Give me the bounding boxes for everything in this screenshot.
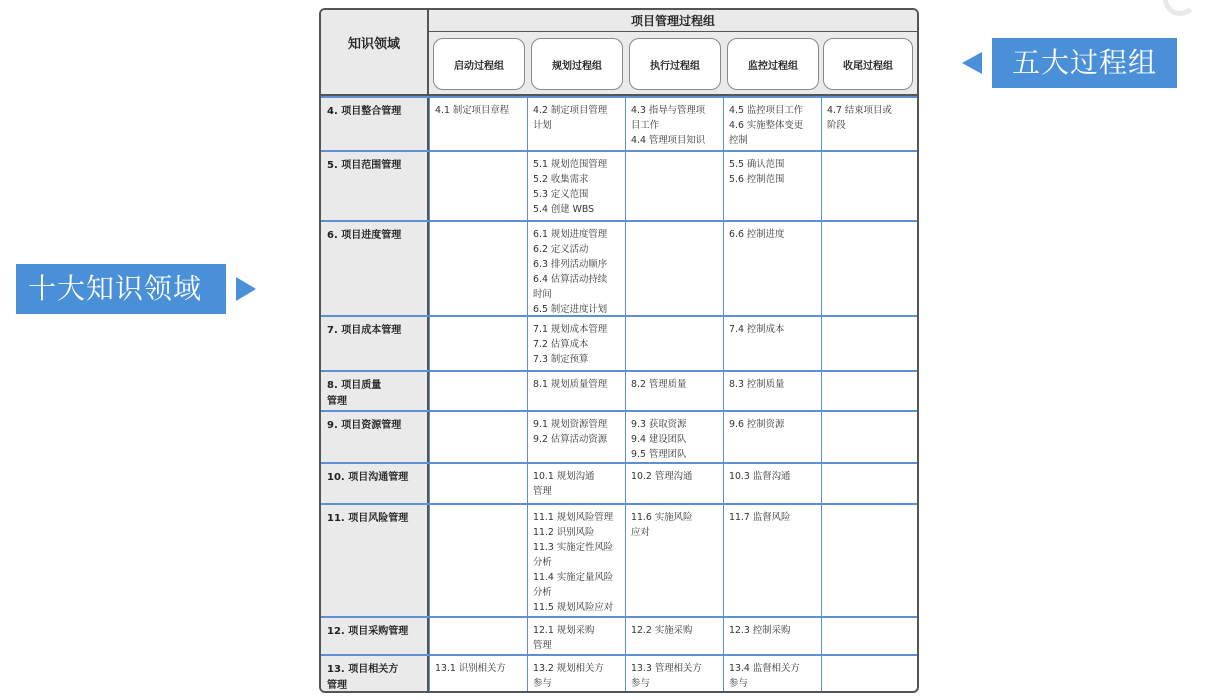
process-cell: 9.6 控制资源: [723, 412, 821, 462]
process-cell: 5.5 确认范围 5.6 控制范围: [723, 152, 821, 220]
process-cell: 10.3 监督沟通: [723, 464, 821, 503]
process-cell: 4.3 指导与管理项 目工作 4.4 管理项目知识: [625, 98, 723, 150]
knowledge-area-cell: 6. 项目进度管理: [321, 222, 429, 315]
knowledge-area-cell: 4. 项目整合管理: [321, 98, 429, 150]
knowledge-area-cell: 7. 项目成本管理: [321, 317, 429, 370]
process-cell: [429, 222, 527, 315]
process-cell: 4.5 监控项目工作 4.6 实施整体变更 控制: [723, 98, 821, 150]
process-cell: 13.3 管理相关方 参与: [625, 656, 723, 693]
knowledge-area-cell: 12. 项目采购管理: [321, 618, 429, 654]
table-row: [321, 462, 917, 503]
table-row: [321, 616, 917, 654]
arrow-left-icon: [962, 52, 982, 74]
process-group-executing: 执行过程组: [629, 38, 721, 90]
process-groups-header: 项目管理过程组: [429, 10, 917, 32]
process-cell: 10.2 管理沟通: [625, 464, 723, 503]
knowledge-area-cell: 11. 项目风险管理: [321, 505, 429, 616]
process-cell: 4.1 制定项目章程: [429, 98, 527, 150]
table-row: [321, 370, 917, 410]
process-cell: 9.3 获取资源 9.4 建设团队 9.5 管理团队: [625, 412, 723, 462]
process-cell: 6.6 控制进度: [723, 222, 821, 315]
process-cell: 7.1 规划成本管理 7.2 估算成本 7.3 制定预算: [527, 317, 625, 370]
process-cell: [821, 317, 917, 370]
arrow-right-icon: [236, 277, 256, 301]
table-row: [321, 410, 917, 462]
process-cell: [625, 222, 723, 315]
table-header: [321, 10, 917, 96]
process-cell: [821, 464, 917, 503]
process-cell: [429, 372, 527, 410]
process-cell: [625, 317, 723, 370]
process-cell: 8.2 管理质量: [625, 372, 723, 410]
process-cell: 6.1 规划进度管理 6.2 定义活动 6.3 排列活动顺序 6.4 估算活动持续 时间 6.5 制定进度计划: [527, 222, 625, 315]
process-cell: [429, 412, 527, 462]
process-cell: [821, 222, 917, 315]
process-cell: 13.4 监督相关方 参与: [723, 656, 821, 693]
process-cell: 9.1 规划资源管理 9.2 估算活动资源: [527, 412, 625, 462]
table-row: [321, 96, 917, 150]
process-cell: 11.6 实施风险 应对: [625, 505, 723, 616]
table-row: [321, 503, 917, 616]
process-cell: 5.1 规划范围管理 5.2 收集需求 5.3 定义范围 5.4 创建 WBS: [527, 152, 625, 220]
process-cell: [821, 656, 917, 693]
process-cell: [625, 152, 723, 220]
process-cell: 13.1 识别相关方: [429, 656, 527, 693]
process-cell: 12.2 实施采购: [625, 618, 723, 654]
process-cell: [821, 618, 917, 654]
process-cell: [429, 618, 527, 654]
knowledge-area-column-header: 知识领域: [321, 10, 429, 94]
process-cell: 11.7 监督风险: [723, 505, 821, 616]
knowledge-area-cell: 8. 项目质量 管理: [321, 372, 429, 410]
process-cell: 7.4 控制成本: [723, 317, 821, 370]
process-cell: 8.1 规划质量管理: [527, 372, 625, 410]
process-cell: [821, 505, 917, 616]
process-cell: [429, 317, 527, 370]
process-group-closing: 收尾过程组: [823, 38, 913, 90]
knowledge-areas-label: 十大知识领域: [16, 264, 226, 314]
process-matrix-table: [319, 8, 919, 693]
process-cell: [429, 464, 527, 503]
process-group-initiating: 启动过程组: [433, 38, 525, 90]
process-cell: [821, 152, 917, 220]
process-groups-label: 五大过程组: [992, 38, 1177, 88]
process-group-planning: 规划过程组: [531, 38, 623, 90]
knowledge-area-cell: 5. 项目范围管理: [321, 152, 429, 220]
process-group-monitoring: 监控过程组: [727, 38, 819, 90]
table-row: [321, 150, 917, 220]
process-cell: [821, 372, 917, 410]
table-row: [321, 315, 917, 370]
knowledge-area-cell: 9. 项目资源管理: [321, 412, 429, 462]
knowledge-area-cell: 10. 项目沟通管理: [321, 464, 429, 503]
process-cell: [429, 505, 527, 616]
process-cell: 12.3 控制采购: [723, 618, 821, 654]
process-cell: 8.3 控制质量: [723, 372, 821, 410]
process-cell: 11.1 规划风险管理 11.2 识别风险 11.3 实施定性风险 分析 11.4 实施定量风险 分析 11.5 规划风险应对: [527, 505, 625, 616]
process-cell: 13.2 规划相关方 参与: [527, 656, 625, 693]
knowledge-areas-callout: [16, 264, 256, 314]
watermark-logo: [1159, 0, 1203, 22]
process-cell: 4.7 结束项目或 阶段: [821, 98, 917, 150]
table-row: [321, 220, 917, 315]
process-groups-callout: [962, 38, 1177, 88]
process-cell: 4.2 制定项目管理 计划: [527, 98, 625, 150]
process-cell: [429, 152, 527, 220]
process-cell: 12.1 规划采购 管理: [527, 618, 625, 654]
process-cell: 10.1 规划沟通 管理: [527, 464, 625, 503]
knowledge-area-cell: 13. 项目相关方 管理: [321, 656, 429, 693]
table-row: [321, 654, 917, 693]
process-cell: [821, 412, 917, 462]
